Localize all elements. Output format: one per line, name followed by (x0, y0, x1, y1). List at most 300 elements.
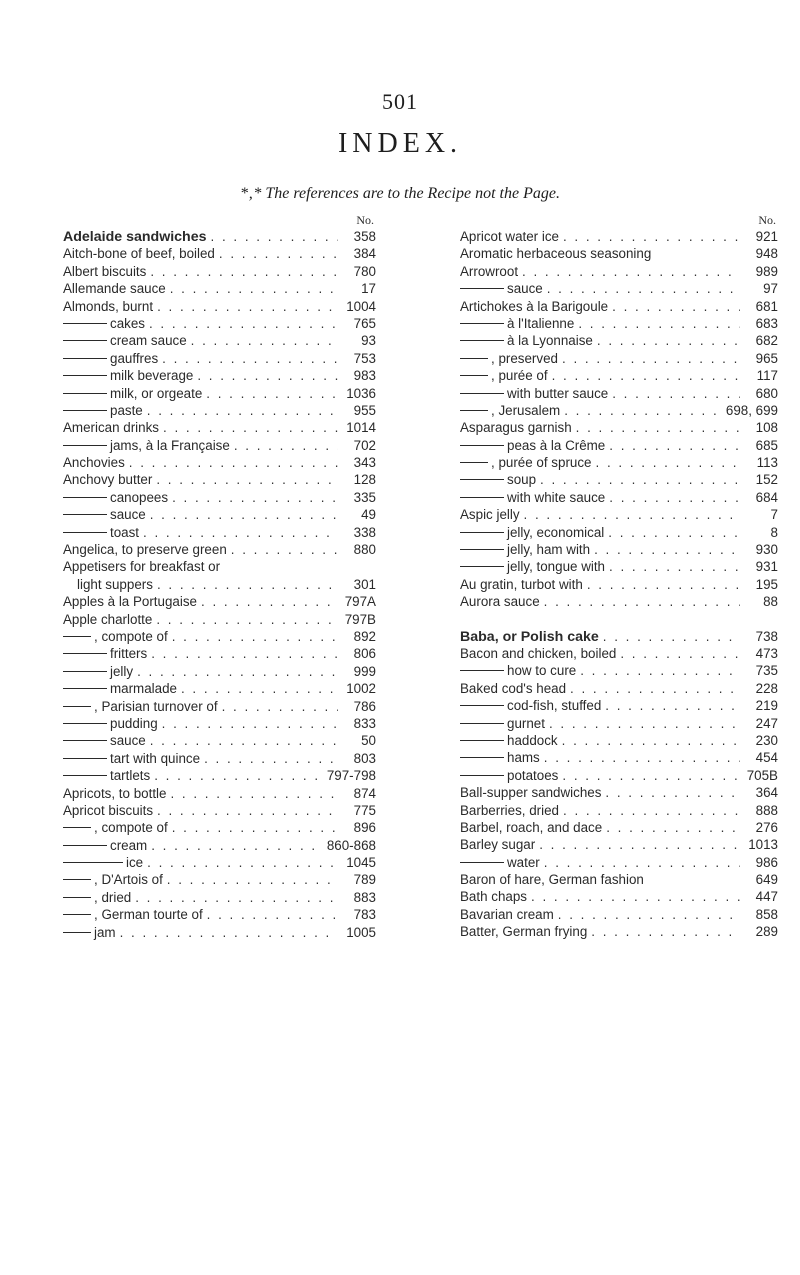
entry-label: jelly (110, 663, 134, 679)
entry-label: Ball-supper sandwiches (460, 785, 602, 801)
entry-number: 930 (755, 542, 778, 558)
leader-dots (609, 558, 740, 575)
entry-number: 338 (353, 524, 376, 540)
entry-number: 364 (755, 785, 778, 801)
index-entry (63, 889, 376, 906)
index-entry (460, 732, 778, 749)
entry-number: 948 (755, 246, 778, 262)
leader-dots (206, 385, 338, 402)
index-entry (460, 854, 778, 871)
entry-label: Bath chaps (460, 889, 527, 905)
entry-label: sauce (110, 507, 146, 523)
reference-note: *‚* The references are to the Recipe not the Page. (240, 185, 560, 202)
entry-number: 228 (755, 680, 778, 696)
entry-label: , dried (94, 889, 132, 905)
leader-dots (163, 419, 338, 436)
entry-label: Barley sugar (460, 837, 536, 853)
leader-dots (156, 611, 338, 628)
leader-dots (562, 767, 740, 784)
entry-label: milk, or orgeate (110, 385, 203, 401)
entry-number: 8 (770, 524, 778, 540)
index-entry (460, 784, 778, 801)
leader-dots (552, 367, 740, 384)
entry-number: 765 (353, 315, 376, 331)
entry-label: Angelica, to preserve green (63, 542, 227, 558)
entry-number: 682 (755, 333, 778, 349)
index-entry (460, 228, 778, 245)
entry-number: 454 (755, 750, 778, 766)
index-entry (63, 871, 376, 888)
entry-number: 1004 (346, 298, 376, 314)
leader-dots (156, 471, 338, 488)
entry-number: 343 (353, 455, 376, 471)
entry-number: 152 (755, 472, 778, 488)
entry-number: 289 (755, 924, 778, 940)
entry-label: cream sauce (110, 333, 187, 349)
index-entry (460, 280, 778, 297)
entry-number: 358 (353, 229, 376, 244)
entry-label: tartlets (110, 768, 151, 784)
entry-label: sauce (507, 281, 543, 297)
leader-dots (580, 662, 740, 679)
entry-label: à la Lyonnaise (507, 333, 593, 349)
leader-dots (596, 454, 741, 471)
entry-number: 983 (353, 368, 376, 384)
entry-label: hams (507, 750, 540, 766)
entry-label: cream (110, 837, 148, 853)
index-entry (63, 680, 376, 697)
leader-dots (219, 245, 338, 262)
index-entry (460, 819, 778, 836)
entry-number: 892 (353, 628, 376, 644)
entry-label: , D'Artois of (94, 872, 163, 888)
leader-dots (531, 888, 740, 905)
ditto-dash (460, 497, 504, 498)
ditto-dash (460, 532, 504, 533)
leader-dots (522, 263, 740, 280)
leader-dots (612, 385, 740, 402)
entry-number: 117 (756, 368, 778, 384)
ditto-dash (63, 897, 91, 898)
entry-number: 108 (755, 420, 778, 436)
leader-dots (172, 628, 338, 645)
index-entry (460, 576, 778, 593)
leader-dots (540, 471, 740, 488)
index-entry (460, 836, 778, 853)
entry-label: Barbel, roach, and dace (460, 819, 603, 835)
entry-number: 50 (361, 733, 376, 749)
entry-number: 698, 699 (725, 402, 778, 418)
ditto-dash (63, 862, 123, 863)
ditto-dash (460, 757, 504, 758)
entry-number: 1014 (346, 420, 376, 436)
index-column-right (460, 212, 778, 941)
entry-label: Anchovy butter (63, 472, 153, 488)
index-entry (460, 680, 778, 697)
entry-label: with white sauce (507, 489, 606, 505)
ditto-dash (63, 375, 107, 376)
entry-number: 797B (344, 611, 376, 627)
entry-number: 989 (755, 263, 778, 279)
ditto-dash (63, 410, 107, 411)
entry-label: Appetisers for breakfast or (63, 559, 221, 575)
ditto-dash (63, 879, 91, 880)
leader-dots (576, 419, 740, 436)
leader-dots (587, 576, 740, 593)
ditto-dash (460, 670, 504, 671)
entry-number: 276 (755, 819, 778, 835)
entry-label: jelly, tongue with (507, 559, 606, 575)
index-entry (460, 541, 778, 558)
entry-number: 113 (756, 455, 778, 471)
index-entry (460, 749, 778, 766)
leader-dots (157, 576, 338, 593)
entry-label: Bacon and chicken, boiled (460, 645, 617, 661)
leader-dots (129, 454, 338, 471)
ditto-dash (460, 375, 488, 376)
entry-number: 965 (755, 350, 778, 366)
leader-dots (562, 350, 740, 367)
index-entries-right (460, 228, 778, 941)
index-entry (460, 524, 778, 541)
index-entry (460, 662, 778, 679)
leader-dots (609, 437, 740, 454)
leader-dots (135, 889, 338, 906)
index-entry (460, 697, 778, 714)
leader-dots (172, 489, 338, 506)
entry-label: Almonds, burnt (63, 298, 154, 314)
entry-label: paste (110, 402, 143, 418)
entry-label: Baron of hare, German fashion (460, 872, 644, 888)
ditto-dash (63, 636, 91, 637)
ditto-dash (63, 706, 91, 707)
entry-label: , German tourte of (94, 907, 203, 923)
leader-dots (578, 315, 740, 332)
entry-number: 195 (755, 576, 778, 592)
leader-dots (606, 819, 740, 836)
index-entry (460, 367, 778, 384)
entry-label: Adelaide sandwiches (63, 229, 207, 245)
index-entry (63, 906, 376, 923)
entry-number: 447 (755, 889, 778, 905)
entry-label: Artichokes à la Barigoule (460, 298, 609, 314)
entry-number: 128 (353, 472, 376, 488)
index-entry (460, 245, 778, 262)
entry-label: jam (94, 924, 116, 940)
entry-label: cakes (110, 315, 145, 331)
entry-label: haddock (507, 732, 558, 748)
leader-dots (151, 837, 323, 854)
entry-label: Baked cod's head (460, 680, 567, 696)
index-entry (63, 663, 376, 680)
entry-label: cod-fish, stuffed (507, 698, 602, 714)
index-entry (63, 924, 376, 941)
ditto-dash (63, 688, 107, 689)
entry-number: 219 (755, 698, 778, 714)
leader-dots (562, 732, 740, 749)
entry-label: soup (507, 472, 537, 488)
ditto-dash (460, 775, 504, 776)
entry-number: 921 (755, 229, 778, 244)
index-entries-left (63, 228, 376, 941)
entry-label: Allemande sauce (63, 281, 166, 297)
ditto-dash (63, 827, 91, 828)
leader-dots (594, 541, 740, 558)
leader-dots (605, 784, 740, 801)
leader-dots (547, 280, 740, 297)
leader-dots (570, 680, 740, 697)
ditto-dash (460, 358, 488, 359)
leader-dots (147, 402, 338, 419)
page-title: INDEX. (337, 128, 463, 159)
entry-number: 649 (755, 872, 778, 888)
entry-label: with butter sauce (507, 385, 609, 401)
entry-number: 17 (361, 281, 376, 297)
entry-label: marmalade (110, 681, 177, 697)
index-entry (63, 228, 376, 245)
leader-dots (191, 332, 338, 349)
entry-label: Anchovies (63, 455, 125, 471)
entry-label: Au gratin, turbot with (460, 576, 583, 592)
index-entry (460, 419, 778, 436)
leader-dots (137, 663, 338, 680)
ditto-dash (460, 288, 504, 289)
index-entry (63, 419, 376, 436)
index-entry (63, 454, 376, 471)
ditto-dash (63, 323, 107, 324)
entry-label: , purée of spruce (491, 455, 592, 471)
index-column-left (63, 212, 376, 941)
leader-dots (150, 732, 338, 749)
entry-number: 247 (755, 715, 778, 731)
entry-number: 738 (755, 628, 778, 644)
index-entry (63, 593, 376, 610)
entry-label: Albert biscuits (63, 263, 147, 279)
leader-dots (605, 697, 740, 714)
entry-number: 473 (755, 645, 778, 661)
index-entry (460, 767, 778, 784)
entry-label: Aitch-bone of beef, boiled (63, 246, 215, 262)
index-entry (63, 471, 376, 488)
entry-label: Apple charlotte (63, 611, 153, 627)
entry-number: 702 (353, 437, 376, 453)
index-entry (63, 524, 376, 541)
entry-number: 874 (353, 785, 376, 801)
entry-label: American drinks (63, 420, 159, 436)
entry-label: , purée of (491, 368, 548, 384)
leader-dots (201, 593, 338, 610)
index-entry (460, 645, 778, 662)
entry-number: 786 (353, 698, 376, 714)
index-entry (63, 437, 376, 454)
ditto-dash (460, 705, 504, 706)
ditto-dash (460, 549, 504, 550)
index-entry (63, 767, 376, 784)
index-entry (460, 628, 778, 645)
entry-label: water (507, 854, 540, 870)
entry-number: 1002 (346, 681, 376, 697)
index-entry (63, 385, 376, 402)
leader-dots (539, 836, 740, 853)
index-entry (460, 888, 778, 905)
index-entry (460, 350, 778, 367)
leader-dots (620, 645, 740, 662)
entry-label: sauce (110, 733, 146, 749)
entry-number: 683 (755, 315, 778, 331)
leader-dots (147, 854, 338, 871)
entry-number: 1013 (748, 837, 778, 853)
ditto-dash (460, 862, 504, 863)
ditto-dash (63, 845, 107, 846)
index-entry (460, 332, 778, 349)
column-heading-left: No. (356, 213, 374, 227)
entry-number: 735 (755, 663, 778, 679)
ditto-dash (460, 740, 504, 741)
leader-dots (149, 315, 338, 332)
index-entry (63, 802, 376, 819)
ditto-dash (63, 671, 107, 672)
entry-label: jelly, economical (507, 524, 605, 540)
ditto-dash (460, 723, 504, 724)
ditto-dash (63, 514, 107, 515)
leader-dots (204, 750, 338, 767)
leader-dots (143, 524, 338, 541)
ditto-dash (63, 445, 107, 446)
entry-label: fritters (110, 646, 148, 662)
index-entry (63, 367, 376, 384)
ditto-dash (63, 653, 107, 654)
entry-number: 775 (353, 802, 376, 818)
entry-label: ice (126, 855, 144, 871)
entry-label: Barberries, dried (460, 802, 559, 818)
index-entry (63, 611, 376, 628)
leader-dots (197, 367, 338, 384)
ditto-dash (460, 410, 488, 411)
leader-dots (558, 906, 740, 923)
entry-label: jelly, ham with (507, 542, 591, 558)
leader-dots (150, 263, 338, 280)
leader-dots (544, 593, 740, 610)
entry-label: Arrowroot (460, 263, 519, 279)
entry-label: Baba, or Polish cake (460, 628, 599, 645)
entry-number: 335 (353, 489, 376, 505)
index-entry (460, 906, 778, 923)
ditto-dash (63, 358, 107, 359)
entry-label: potatoes (507, 767, 559, 783)
ditto-dash (63, 497, 107, 498)
leader-dots (120, 924, 338, 941)
index-entry (63, 263, 376, 280)
entry-label: milk beverage (110, 368, 194, 384)
entry-number: 685 (755, 437, 778, 453)
ditto-dash (460, 479, 504, 480)
entry-label: Aurora sauce (460, 594, 540, 610)
index-entry (460, 437, 778, 454)
entry-number: 684 (755, 489, 778, 505)
entry-number: 49 (361, 507, 376, 523)
leader-dots (151, 645, 338, 662)
entry-label: how to cure (507, 663, 577, 679)
entry-number: 680 (755, 385, 778, 401)
index-entry (63, 732, 376, 749)
entry-number: 797-798 (326, 768, 376, 784)
leader-dots (154, 767, 323, 784)
index-entry (63, 837, 376, 854)
index-entry (460, 715, 778, 732)
entry-number: 681 (755, 298, 778, 314)
entry-label: à l'Italienne (507, 315, 575, 331)
leader-dots (170, 785, 338, 802)
leader-dots (231, 541, 338, 558)
leader-dots (162, 715, 338, 732)
index-entry (460, 489, 778, 506)
ditto-dash (63, 914, 91, 915)
index-entry (460, 871, 778, 888)
entry-label: peas à la Crême (507, 437, 606, 453)
entry-number: 986 (755, 854, 778, 870)
entry-number: 999 (353, 663, 376, 679)
ditto-dash (63, 758, 107, 759)
ditto-dash (460, 393, 504, 394)
entry-number: 955 (353, 402, 376, 418)
index-entry (460, 402, 778, 419)
index-entry (63, 558, 376, 575)
index-entry (63, 819, 376, 836)
leader-dots (222, 698, 338, 715)
leader-dots (591, 923, 740, 940)
entry-number: 789 (353, 872, 376, 888)
index-entry (63, 628, 376, 645)
entry-label: , compote of (94, 820, 168, 836)
entry-number: 806 (353, 646, 376, 662)
entry-label: light suppers (77, 576, 153, 592)
index-entry (63, 715, 376, 732)
index-entry (460, 558, 778, 575)
leader-dots (549, 715, 740, 732)
entry-number: 797A (344, 594, 376, 610)
entry-number: 88 (763, 594, 778, 610)
ditto-dash (63, 775, 107, 776)
entry-number: 833 (353, 715, 376, 731)
index-entry (63, 576, 376, 593)
entry-label: gurnet (507, 715, 545, 731)
leader-dots (167, 871, 338, 888)
index-entry (460, 315, 778, 332)
ditto-dash (63, 740, 107, 741)
index-entry (63, 332, 376, 349)
index-entry (460, 471, 778, 488)
entry-label: , compote of (94, 628, 168, 644)
ditto-dash (460, 445, 504, 446)
index-entry (63, 506, 376, 523)
entry-label: gauffres (110, 350, 159, 366)
entry-label: pudding (110, 715, 158, 731)
index-entry (63, 645, 376, 662)
index-entry (63, 350, 376, 367)
leader-dots (563, 802, 740, 819)
index-entry (460, 802, 778, 819)
leader-dots (524, 506, 740, 523)
entry-label: , preserved (491, 350, 558, 366)
index-entry (63, 245, 376, 262)
index-entry (460, 506, 778, 523)
index-entry (460, 385, 778, 402)
entry-number: 97 (763, 281, 778, 297)
ditto-dash (460, 323, 504, 324)
entry-label: Apples à la Portugaise (63, 594, 197, 610)
column-heading-right: No. (758, 213, 776, 227)
index-entry (63, 854, 376, 871)
